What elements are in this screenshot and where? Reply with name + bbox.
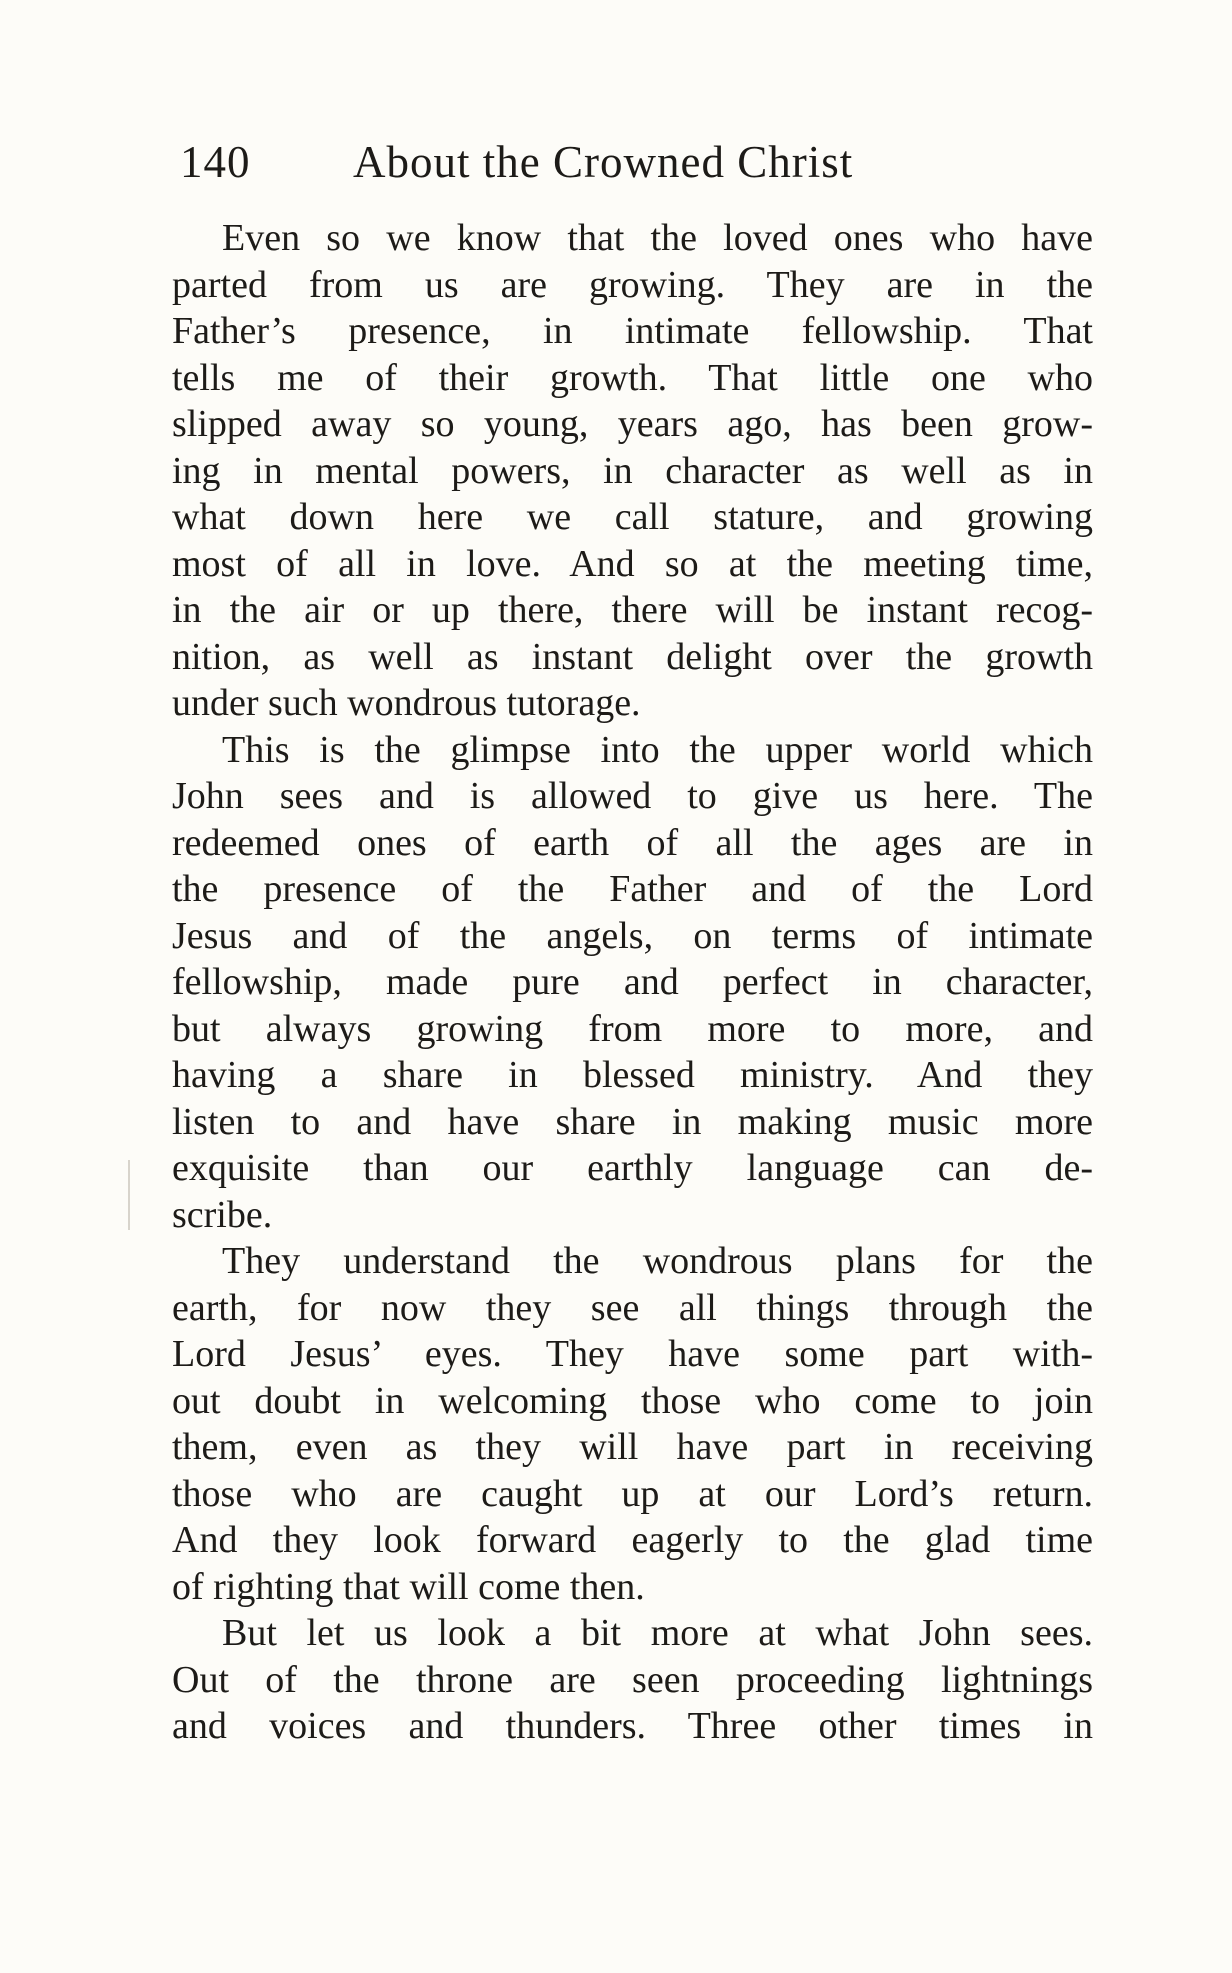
text-line: slipped away so young, years ago, has been grow- [172, 403, 1093, 445]
text-line: but always growing from more to more, and [172, 1007, 1093, 1050]
text-line: Out of the throne are seen proceeding lightnings [172, 1658, 1093, 1701]
text-line: redeemed ones of earth of all the ages are in [172, 821, 1093, 864]
text-line: scribe. [172, 1193, 273, 1236]
paragraph-2 [172, 727, 1093, 1239]
text-line: Lord Jesus’ eyes. They have some part with- [172, 1333, 1093, 1375]
text-line: them, even as they will have part in receiving [172, 1426, 1093, 1468]
text-line: and voices and thunders. Three other times in [172, 1705, 1093, 1747]
text-line: parted from us are growing. They are in the [172, 263, 1093, 306]
margin-mark [128, 1160, 130, 1230]
text-line: Father’s presence, in intimate fellowship. That [172, 310, 1093, 352]
text-line: nition, as well as instant delight over the growth [172, 635, 1093, 678]
text-line: of righting that will come then. [172, 1565, 645, 1608]
body-text [172, 215, 1093, 1750]
text-line: earth, for now they see all things through the [172, 1286, 1093, 1329]
text-line: under such wondrous tutorage. [172, 682, 641, 724]
text-line: This is the glimpse into the upper world which [222, 728, 1093, 771]
text-line: listen to and have share in making music more [172, 1100, 1093, 1143]
text-line: They understand the wondrous plans for the [222, 1240, 1093, 1282]
text-line: in the air or up there, there will be instant recog- [172, 589, 1093, 631]
page-number: 140 [180, 137, 251, 187]
text-line: And they look forward eagerly to the glad time [172, 1519, 1093, 1561]
text-line: tells me of their growth. That little one who [172, 356, 1093, 399]
running-title: About the Crowned Christ [353, 137, 854, 187]
paragraph-1 [172, 215, 1093, 727]
text-line: John sees and is allowed to give us here. The [172, 775, 1093, 817]
text-line: exquisite than our earthly language can de- [172, 1147, 1093, 1189]
text-line: what down here we call stature, and growing [172, 496, 1093, 538]
text-line: Jesus and of the angels, on terms of intimate [172, 914, 1093, 957]
text-line: But let us look a bit more at what John sees. [222, 1612, 1093, 1654]
text-line: ing in mental powers, in character as well as in [172, 449, 1093, 492]
paragraph-3 [172, 1238, 1093, 1610]
paragraph-4 [172, 1610, 1093, 1750]
text-line: those who are caught up at our Lord’s return. [172, 1472, 1093, 1515]
text-line: having a share in blessed ministry. And they [172, 1054, 1093, 1096]
text-line: Even so we know that the loved ones who have [222, 217, 1093, 259]
page-header [180, 132, 1090, 192]
text-line: the presence of the Father and of the Lord [172, 868, 1093, 910]
text-line: out doubt in welcoming those who come to join [172, 1379, 1093, 1422]
text-line: fellowship, made pure and perfect in character, [172, 961, 1093, 1003]
text-line: most of all in love. And so at the meeting time, [172, 542, 1093, 585]
